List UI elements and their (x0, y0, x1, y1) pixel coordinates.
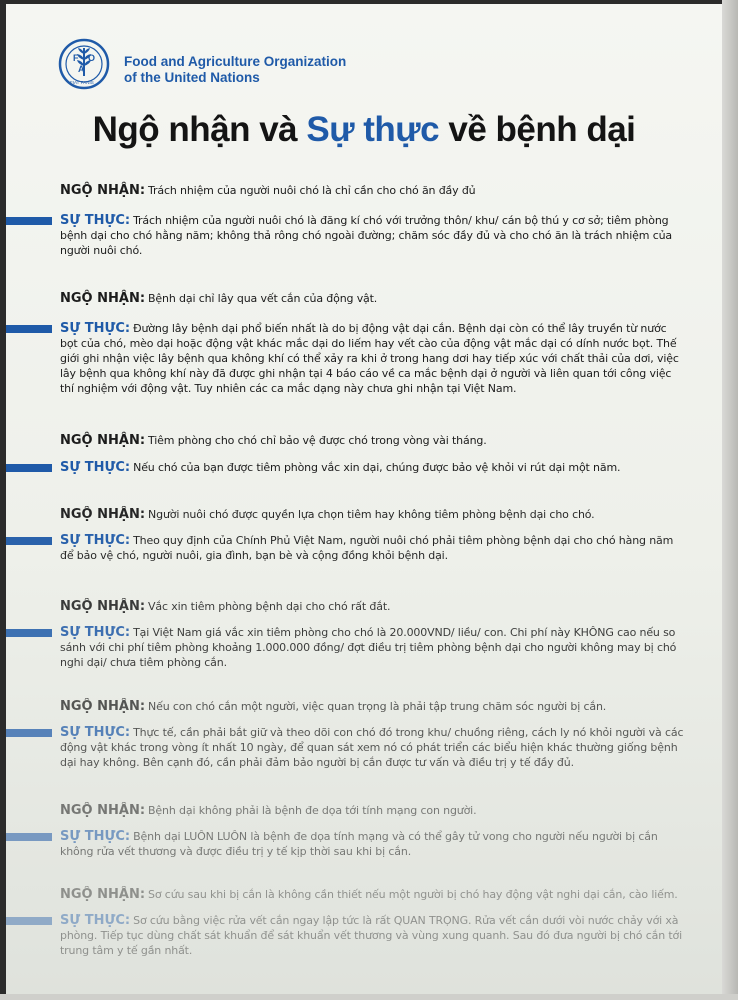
myth-label: NGỘ NHẬN: (60, 507, 146, 522)
fact-text: Tại Việt Nam giá vắc xin tiêm phòng cho chó là 20.000VND/ liều/ con. Chi phí này KHÔNG cao nếu so (133, 626, 676, 639)
svg-text:F: F (73, 53, 79, 63)
svg-text:O: O (88, 53, 96, 63)
fact-line (60, 229, 672, 243)
fact-line (60, 845, 411, 859)
fact-marker-bar (6, 537, 52, 545)
myth-text: Nếu con chó cắn một người, việc quan trọng là phải tập trung chăm sóc người bị cắn. (148, 700, 607, 713)
fact-label: SỰ THỰC: (60, 213, 131, 228)
fact-text: động vật khác trong vòng ít nhất 10 ngày, để quan sát xem nó có phát triển các biểu hiện khác thường giống bệnh (60, 741, 678, 754)
fact-line (60, 741, 678, 755)
fact-text: dại hay không. Bên cạnh đó, cần phải đảm bảo người bị cắn được tư vấn và điều trị y tế đầy đủ. (60, 756, 574, 769)
title-part-and: và (249, 110, 307, 149)
fact-line (60, 461, 620, 475)
myth-text: Người nuôi chó được quyền lựa chọn tiêm hay không tiêm phòng bệnh dại cho chó. (148, 508, 595, 521)
fact-line (60, 830, 658, 844)
myth-line (60, 888, 678, 902)
fact-line (60, 641, 676, 655)
fact-text: người nuôi chó. (60, 244, 143, 257)
myth-label: NGỘ NHẬN: (60, 699, 146, 714)
org-name (124, 54, 346, 86)
fact-line (60, 756, 574, 770)
fact-line (60, 914, 678, 928)
fao-logo-icon (58, 38, 110, 90)
fact-text: để bảo vệ chó, người nuôi, gia đình, bạn bè và cộng đồng khỏi bệnh dại. (60, 549, 448, 562)
myth-line (60, 184, 476, 198)
fact-text: nghi dại/ chưa tiêm phòng cắn. (60, 656, 227, 669)
fact-text: Đường lây bệnh dại phổ biến nhất là do bị động vật dại cắn. Bệnh dại còn có thể lây truyền từ nước (133, 322, 667, 335)
fact-text: bọt của chó, mèo dại hoặc động vật khác mắc dại do liếm hay vết cào của động vật mắc dại có dính nước bọt. Thế (60, 337, 677, 350)
myth-text: Trách nhiệm của người nuôi chó là chỉ cần cho chó ăn đầy đủ (148, 184, 476, 197)
fact-label: SỰ THỰC: (60, 829, 131, 844)
svg-text:A: A (78, 64, 85, 74)
myth-line (60, 292, 377, 306)
fact-label: SỰ THỰC: (60, 321, 131, 336)
fact-label: SỰ THỰC: (60, 460, 131, 475)
fact-line (60, 214, 668, 228)
fact-label: SỰ THỰC: (60, 913, 131, 928)
myth-text: Bệnh dại không phải là bệnh đe dọa tới tính mạng con người. (148, 804, 477, 817)
myth-line (60, 700, 606, 714)
fact-label: SỰ THỰC: (60, 725, 131, 740)
screen-edge (722, 0, 738, 1000)
fact-text: Theo quy định của Chính Phủ Việt Nam, người nuôi chó phải tiêm phòng bệnh dại cho chó hàng năm (133, 534, 674, 547)
myth-line (60, 508, 595, 522)
fact-text: trung tâm y tế gần nhất. (60, 944, 193, 957)
title-part-fact: Sự thực (306, 110, 440, 149)
myth-label: NGỘ NHẬN: (60, 433, 146, 448)
fact-marker-bar (6, 629, 52, 637)
fact-line (60, 367, 671, 381)
fact-marker-bar (6, 217, 52, 225)
fact-line (60, 944, 192, 958)
fact-line (60, 352, 679, 366)
fact-text: Thực tế, cần phải bắt giữ và theo dõi con chó đó trong khu/ chuồng riêng, cách ly nó khỏi người và các (133, 726, 684, 739)
page-title (6, 108, 722, 152)
fact-text: sánh với chi phí tiêm phòng khoảng 1.000.000 đồng/ đợt điều trị tiêm phòng bệnh dại cho người không may bị chó (60, 641, 677, 654)
fact-line (60, 656, 227, 670)
fact-text: Sơ cứu bằng việc rửa vết cắn ngay lập tức là rất QUAN TRỌNG. Rửa vết cắn dưới vòi nước chảy với xà (133, 914, 679, 927)
myth-line (60, 434, 487, 448)
myth-label: NGỘ NHẬN: (60, 887, 146, 902)
myth-line (60, 804, 476, 818)
org-name-line2: of the United Nations (124, 70, 260, 85)
fact-label: SỰ THỰC: (60, 625, 131, 640)
fact-label: SỰ THỰC: (60, 533, 131, 548)
fact-text: giới ghi nhận việc lây bệnh qua không khí có thể xảy ra khi ở trong hang dơi hay tiếp xúc với chất thải của dơi, việc (60, 352, 679, 365)
fact-text: bệnh dại cho chó hằng năm; không thả rông chó ngoài đường; chăm sóc đầy đủ và cho chó ăn là trách nhiệm của (60, 229, 673, 242)
fact-text: thí nghiệm với động vật. Tuy nhiên các ca mắc dạng này chưa ghi nhận tại Việt Nam. (60, 382, 517, 395)
fact-text: Nếu chó của bạn được tiêm phòng vắc xin dại, chúng được bảo vệ khỏi vi rút dại một năm. (133, 461, 621, 474)
screen-bottom-edge (0, 994, 738, 1000)
poster (6, 4, 722, 996)
fact-line (60, 337, 676, 351)
fact-text: Trách nhiệm của người nuôi chó là đăng kí chó với trưởng thôn/ khu/ cán bộ thú y cơ sở; tiêm phòng (133, 214, 669, 227)
title-part-rabies: về bệnh dại (439, 110, 636, 149)
myth-text: Tiêm phòng cho chó chỉ bảo vệ được chó trong vòng vài tháng. (148, 434, 487, 447)
fact-text: Bệnh dại LUÔN LUÔN là bệnh đe dọa tính mạng và có thể gây tử vong cho người nếu người bị cắn (133, 830, 658, 843)
myth-text: Bệnh dại chỉ lây qua vết cắn của động vật. (148, 292, 378, 305)
fact-marker-bar (6, 464, 52, 472)
fact-text: không rửa vết thương và được điều trị y tế kịp thời sau khi bị cắn. (60, 845, 412, 858)
title-part-myth: Ngộ nhận (92, 110, 250, 149)
fact-line (60, 382, 516, 396)
myth-text: Vắc xin tiêm phòng bệnh dại cho chó rất đắt. (148, 600, 391, 613)
fact-line (60, 929, 682, 943)
myth-label: NGỘ NHẬN: (60, 803, 146, 818)
myth-label: NGỘ NHẬN: (60, 599, 146, 614)
fact-marker-bar (6, 729, 52, 737)
fact-text: phòng. Tiếp tục dùng chất sát khuẩn để sát khuẩn vết thương và vùng xung quanh. Sau đó đưa người bị chó cắn tới (60, 929, 683, 942)
fact-line (60, 534, 673, 548)
fact-line (60, 726, 683, 740)
fact-line (60, 549, 448, 563)
fact-marker-bar (6, 325, 52, 333)
myth-label: NGỘ NHẬN: (60, 183, 146, 198)
fact-line (60, 626, 675, 640)
fact-marker-bar (6, 833, 52, 841)
myth-label: NGỘ NHẬN: (60, 291, 146, 306)
fact-line (60, 322, 667, 336)
fact-marker-bar (6, 917, 52, 925)
myth-text: Sơ cứu sau khi bị cắn là không cần thiết nếu một người bị chó hay động vật nghi dại cắn, cào liếm. (148, 888, 678, 901)
fact-line (60, 244, 142, 258)
logo-motto: FIAT PANIS (70, 80, 94, 85)
org-name-line1: Food and Agriculture Organization (124, 54, 347, 69)
myth-line (60, 600, 390, 614)
fact-text: lây bệnh qua không khí này đã được ghi nhận tại 4 báo cáo về ca mắc bệnh dại ở người và liên quan tới công việc (60, 367, 672, 380)
